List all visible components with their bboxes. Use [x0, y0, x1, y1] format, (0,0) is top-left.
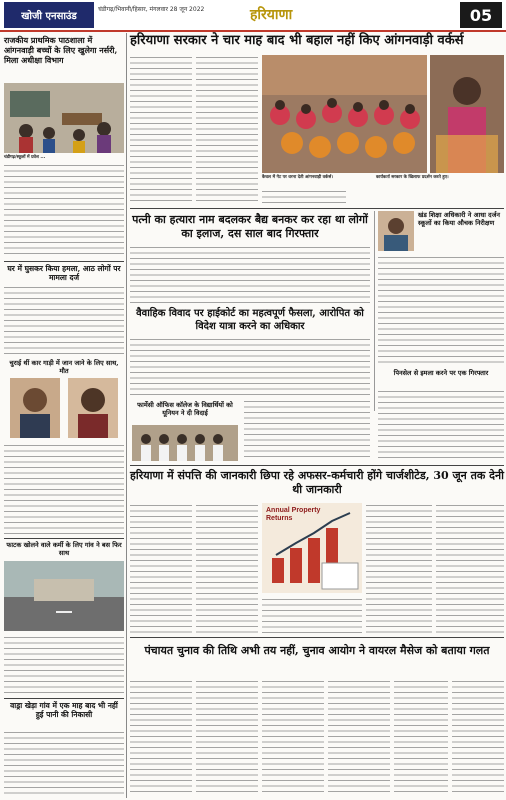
story2-headline: घर में घुसकर किया हमला, आठ लोगों पर मामला दर्ज: [7, 264, 121, 282]
property-body-col3: [262, 597, 362, 633]
story5-headline: वाड्रा खेड़ा गांव में एक माह बाद भी नहीं हुई पानी की निकासी: [10, 701, 118, 719]
annual-property-image: [262, 503, 362, 593]
story3-headline: चुराई थीं कार गाड़ी में जान जाने के लिए साथ, मौत: [9, 359, 119, 375]
hc-body: [130, 337, 370, 395]
property-headline: हरियाणा में संपत्ति की जानकारी छिपा रहे अफसर-कर्मचारी होंगे चार्जशीटेड, 30 जून तक देनी थी जानकारी: [130, 469, 504, 496]
students-body: [244, 399, 370, 461]
side-body: [378, 389, 504, 459]
divider: [130, 637, 504, 638]
dateline: चंडीगढ़/भिवानी/हिसार, मंगलवार 28 जून 2022: [98, 6, 205, 13]
portrait-photo-2: [68, 378, 118, 438]
hc-headline: वैवाहिक विवाद पर हाईकोर्ट का महत्वपूर्ण फैसला, आरोपित को विदेश यात्रा करने का अधिकार: [136, 308, 364, 332]
divider: [4, 538, 124, 539]
election-body-col2: [196, 679, 258, 796]
students-photo: [132, 425, 238, 461]
divider: [130, 465, 504, 466]
officer-headline: खंड शिक्षा अधिकारी ने आधा दर्जन स्कूलों का किया औचक निरीक्षण: [418, 211, 501, 227]
officer-photo: [378, 211, 414, 251]
election-body-col1: [130, 679, 192, 796]
road-photo: [4, 561, 124, 631]
election-body-col4: [328, 679, 390, 796]
officer-body: [378, 255, 504, 365]
lead-headline: हरियाणा सरकार ने चार माह बाद भी बहाल नहीं किए आंगनवाड़ी वर्कर्स: [130, 33, 464, 48]
divider: [130, 208, 504, 209]
story1-headline: राजकीय प्राथमिक पाठशाला में आंगनवाड़ी बच्चों के लिए खुलेगा नर्सरी, मिला अधीक्षा विभाग: [4, 35, 118, 65]
story3-body: [4, 443, 124, 535]
lead-photo-protest: [262, 55, 427, 173]
election-headline: पंचायत चुनाव की तिथि अभी तय नहीं, चुनाव आयोग ने वायरल मैसेज को बताया गलत: [144, 644, 490, 657]
lead-photo-caption-2: कार्यकर्ता सरकार के खिलाफ प्रदर्शन करते हुए।: [376, 175, 449, 180]
property-image-label: Annual Property Returns: [266, 507, 321, 522]
story4-body: [4, 635, 124, 695]
election-body-col3: [262, 679, 324, 796]
election-body-col6: [452, 679, 504, 796]
students-headline: फार्मेसी ऑफिस कॉलेज के विद्यार्थियों को यूनियन ने दी विदाई: [137, 401, 233, 417]
story4-headline: फाटक खोलने वाले कर्मी के लिए गांव ने बस फिर साथ: [6, 541, 122, 557]
story2-body: [4, 285, 124, 355]
side-headline: पिनसेल से इमला करने पर एक गिरफ्तार: [393, 369, 489, 377]
lead-body-col2: [196, 55, 258, 205]
classroom-photo: [4, 83, 124, 153]
newspaper-brand: खोजी एनसाउंड: [4, 2, 94, 28]
divider: [4, 698, 124, 699]
divider: [4, 261, 124, 262]
portrait-photo-1: [10, 378, 60, 438]
murder-body: [130, 245, 370, 303]
property-body-col5: [436, 503, 504, 633]
election-body-col5: [394, 679, 448, 796]
classroom-illustration: [4, 83, 124, 153]
lead-photo-caption-1: कैथल में गेट पर धरना देती आंगनवाड़ी वर्कर्स।: [262, 175, 333, 180]
property-body-col4: [366, 503, 432, 633]
left-column: [2, 33, 127, 798]
story5-body: [4, 730, 124, 796]
page-number: 05: [460, 2, 502, 28]
divider: [374, 211, 375, 411]
property-body-col1: [130, 503, 192, 633]
lead-body-col1: [130, 55, 192, 205]
story1-caption: चंडीगढ़/स्कूलों में प्रवेश ...: [4, 155, 46, 160]
murder-headline: पत्नी का हत्यारा नाम बदलकर बैद्य बनकर कर रहा था लोगों का इलाज, दस साल बाद गिरफ्तार: [132, 213, 368, 240]
section-title: हरियाणा: [250, 7, 293, 23]
lead-body-col3: [262, 189, 346, 205]
story1-body: [4, 163, 124, 258]
lead-photo-speaker: [430, 55, 504, 173]
masthead: [0, 0, 506, 32]
property-body-col2: [196, 503, 258, 633]
main-area: [130, 33, 504, 798]
